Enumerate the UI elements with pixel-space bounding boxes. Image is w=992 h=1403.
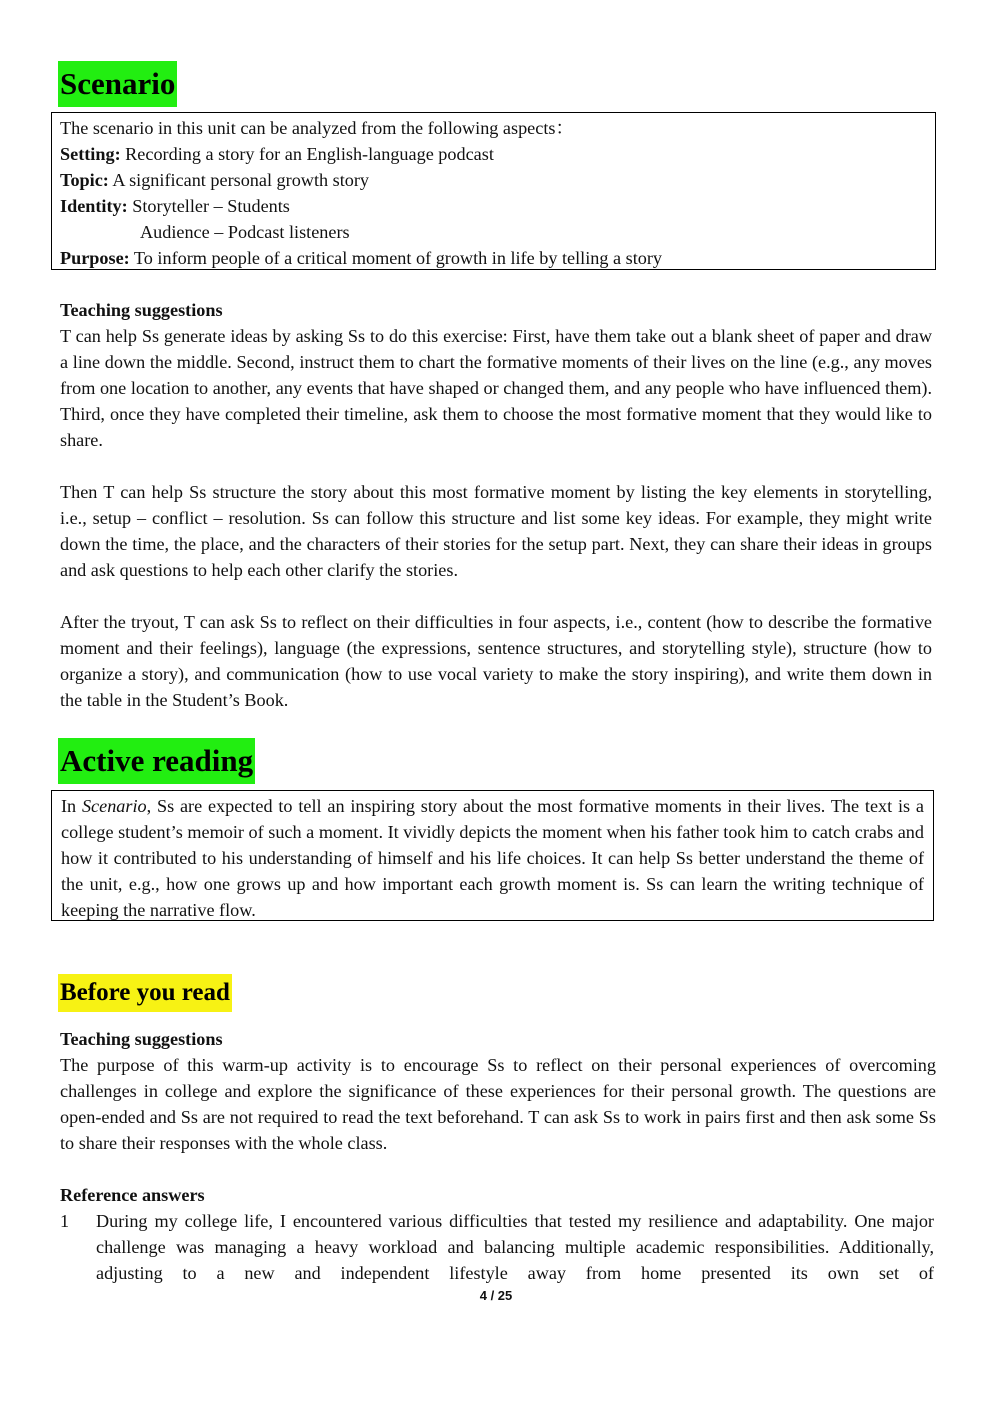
active-reading-prefix: In — [61, 796, 82, 816]
teaching-paragraph-2: Then T can help Ss structure the story about this most formative moment by listing the key elements in storytelling, i.e., setup – conflict – resolution. Ss can follow this structure and list some key ideas. For example, they might write down the time, the place, and the characters of their stories for the setup part. Next, they can share their ideas in groups and ask questions to help each other clarify the stories. — [60, 482, 932, 580]
topic-line — [60, 167, 927, 193]
topic-value: A significant personal growth story — [108, 170, 370, 190]
active-reading-heading: Active reading — [58, 738, 255, 784]
answer-number: 1 — [60, 1211, 70, 1231]
purpose-line — [60, 245, 927, 271]
teaching-paragraph-3: After the tryout, T can ask Ss to reflect on their difficulties in four aspects, i.e., content (how to describe the formative moment and their feelings), language (the expressions, sentence structures, and storytelling style), structure (how to organize a story), and communication (how to use vocal variety to make the story inspiring), and write them down in the table in the Student’s Book. — [60, 612, 932, 710]
page-number: 4 / 25 — [479, 1288, 513, 1303]
reference-answers-title: Reference answers — [60, 1185, 205, 1205]
setting-value: Recording a story for an English-language podcast — [120, 144, 494, 164]
scenario-box — [51, 112, 936, 270]
active-reading-text: , Ss are expected to tell an inspiring story about the most formative moments in their lives. The text is a college student’s memoir of such a moment. It vividly depicts the moment when his father took him to catch crabs and how it contributed to his understanding of himself and his life choices. It can help Ss better understand the theme of the unit, e.g., how one grows up and how important each growth moment is. Ss can learn the writing technique of keeping the narrative flow. — [61, 796, 924, 920]
identity-label: Identity: — [60, 196, 128, 216]
scenario-italic: Scenario — [81, 796, 147, 816]
identity-line — [60, 193, 927, 219]
before-teaching-title: Teaching suggestions — [60, 1029, 223, 1049]
teaching-suggestions-title: Teaching suggestions — [60, 300, 223, 320]
scenario-intro: The scenario in this unit can be analyzed from the following aspects： — [60, 118, 574, 138]
purpose-value: To inform people of a critical moment of growth in life by telling a story — [129, 248, 662, 268]
purpose-label: Purpose: — [60, 248, 130, 268]
identity-line-2: Audience – Podcast listeners — [140, 222, 350, 242]
before-you-read-heading: Before you read — [58, 974, 232, 1012]
teaching-paragraph-1: T can help Ss generate ideas by asking Ss to do this exercise: First, have them take out a blank sheet of paper and draw a line down the middle. Second, instruct them to chart the formative moments of their lives on the line (e.g., any moves from one location to another, any events that have shaped or changed them, and any people who have influenced them). Third, once they have completed their timeline, ask them to choose the most formative moment that they would like to share. — [60, 326, 932, 450]
setting-line — [60, 141, 927, 167]
identity-value: Storyteller – Students — [127, 196, 290, 216]
topic-label: Topic: — [60, 170, 109, 190]
scenario-heading: Scenario — [58, 61, 177, 107]
before-teaching-paragraph: The purpose of this warm-up activity is to encourage Ss to reflect on their personal experiences of overcoming challenges in college and explore the significance of these experiences for their personal growth. The questions are open-ended and Ss are not required to read the text beforehand. T can ask Ss to work in pairs first and then ask some Ss to share their responses with the whole class. — [60, 1055, 936, 1153]
answer-text: During my college life, I encountered various difficulties that tested my resilience and adaptability. One major challenge was managing a heavy workload and balancing multiple academic responsibilities. Additionally, adjusting to a new and independent lifestyle away from home presented its own set of — [96, 1211, 934, 1283]
setting-label: Setting: — [60, 144, 121, 164]
active-reading-box — [51, 790, 934, 921]
